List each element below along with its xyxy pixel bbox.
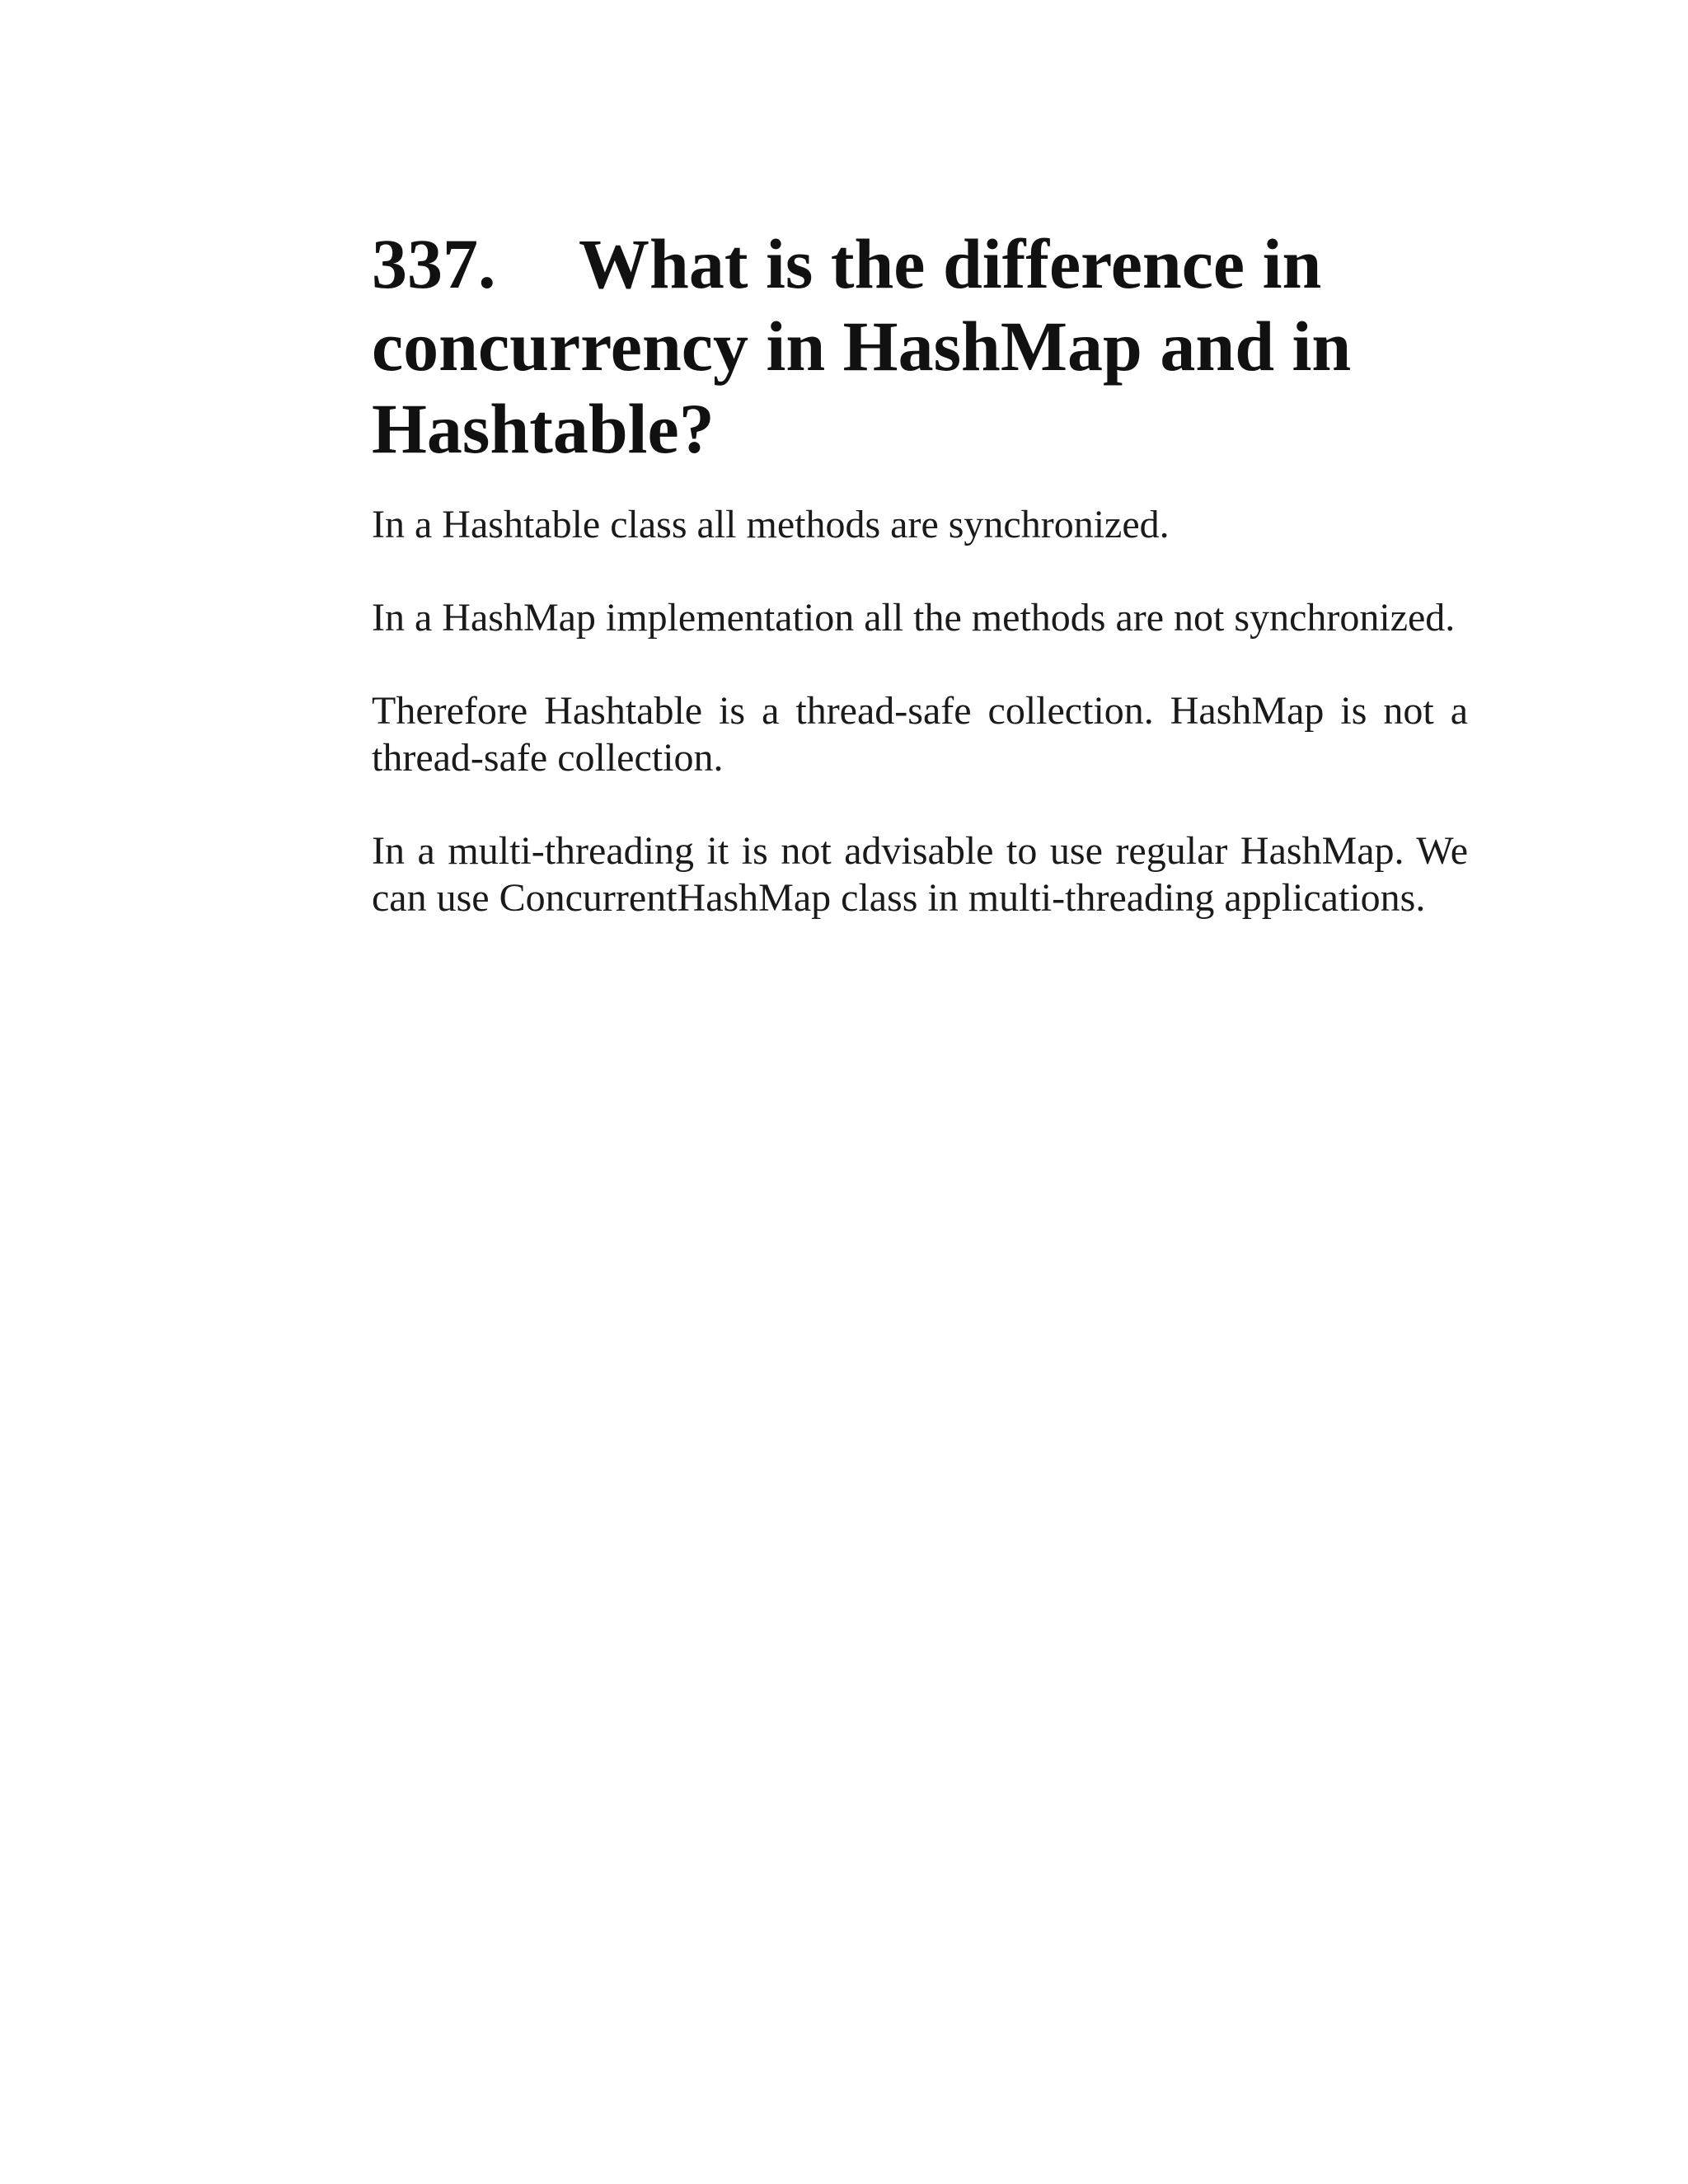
question-title-line-2: concurrency in HashMap and in <box>372 307 1352 386</box>
answer-paragraph-multithreading: In a multi-threading it is not advisable to use regular HashMap. We can use ConcurrentHashMap class in multi-threading applications. <box>372 829 1468 920</box>
question-title-line-3: Hashtable? <box>372 389 715 468</box>
question-title-line-1: What is the difference in <box>579 224 1322 303</box>
answer-paragraph-hashmap: In a HashMap implementation all the methods are not synchronized. <box>372 596 1456 640</box>
answer-paragraph-thread-safety: Therefore Hashtable is a thread-safe collection. HashMap is not a thread-safe collection. <box>372 689 1468 780</box>
question-number: 337. <box>372 224 496 303</box>
question-heading <box>372 223 1468 470</box>
page-content <box>372 223 1468 921</box>
answer-paragraph-hashtable: In a Hashtable class all methods are synchronized. <box>372 503 1170 546</box>
